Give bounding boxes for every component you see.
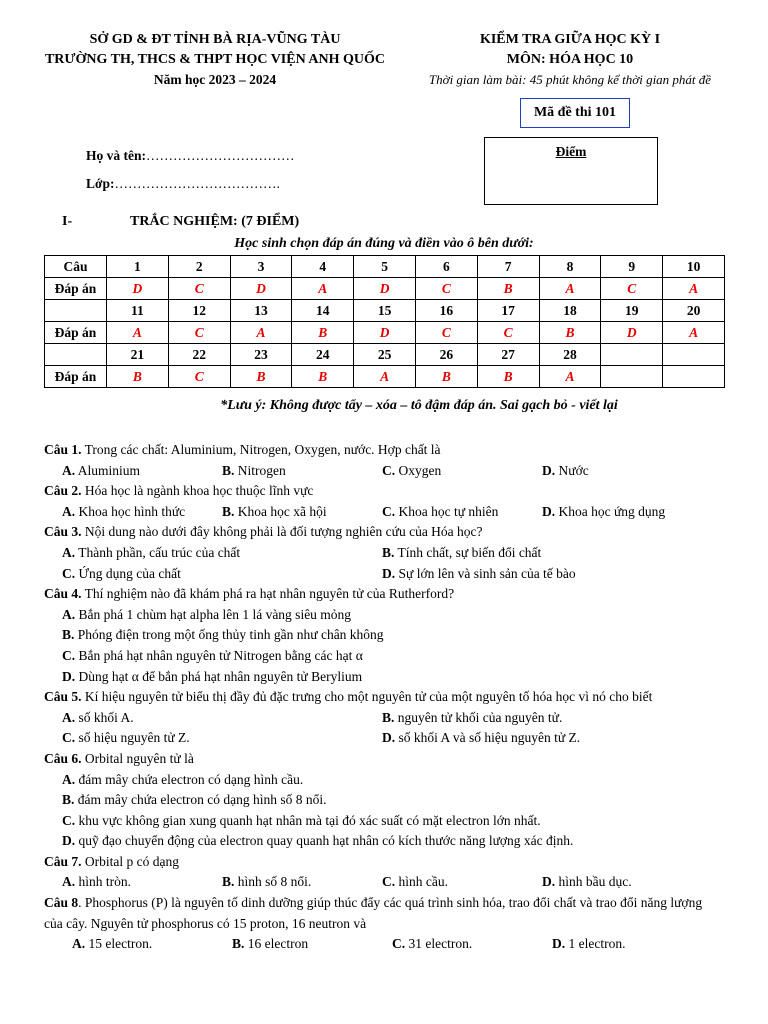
option-text: Ứng dụng của chất bbox=[75, 565, 181, 581]
option-letter: A. bbox=[62, 771, 76, 787]
option-text: đám mây chứa electron có dạng hình cầu. bbox=[75, 771, 304, 787]
student-class-label: Lớp: bbox=[86, 176, 115, 191]
answer-table bbox=[44, 255, 725, 388]
option-c[interactable] bbox=[62, 564, 382, 585]
question-stem bbox=[44, 584, 724, 605]
student-name-label: Họ và tên: bbox=[86, 148, 146, 163]
option-row bbox=[44, 646, 724, 667]
exam-subject: MÔN: HÓA HỌC 10 bbox=[506, 52, 634, 67]
option-a[interactable] bbox=[62, 772, 303, 787]
option-b[interactable] bbox=[222, 502, 382, 523]
question-number-cell: 25 bbox=[354, 344, 416, 366]
question-number-cell: 19 bbox=[601, 300, 663, 322]
question-label: Câu 5. bbox=[44, 689, 82, 705]
question-number-cell: 16 bbox=[415, 300, 477, 322]
table-row-answers bbox=[45, 278, 725, 300]
option-d[interactable] bbox=[62, 833, 573, 848]
question-label: Câu 2. bbox=[44, 483, 82, 499]
option-b[interactable] bbox=[62, 792, 327, 807]
option-letter: D. bbox=[542, 503, 556, 519]
question-label: Câu 4. bbox=[44, 586, 82, 602]
option-d[interactable] bbox=[542, 872, 702, 893]
option-text: Thành phần, cấu trúc của chất bbox=[75, 544, 241, 560]
option-c[interactable] bbox=[392, 934, 552, 955]
option-c[interactable] bbox=[382, 872, 542, 893]
question-number-cell: 12 bbox=[168, 300, 230, 322]
answer-cell[interactable]: B bbox=[107, 366, 169, 388]
section-heading: TRẮC NGHIỆM: (7 ĐIỂM) bbox=[130, 214, 300, 229]
option-c[interactable] bbox=[382, 502, 542, 523]
option-row bbox=[44, 708, 724, 729]
answer-cell[interactable]: C bbox=[477, 322, 539, 344]
option-d[interactable] bbox=[62, 669, 362, 684]
option-text: 31 electron. bbox=[405, 936, 473, 952]
option-letter: A. bbox=[62, 874, 76, 890]
question-label: Câu 6. bbox=[44, 750, 82, 766]
option-letter: B. bbox=[222, 874, 235, 890]
option-a[interactable] bbox=[72, 934, 232, 955]
table-row-label: Câu bbox=[45, 256, 107, 278]
option-row bbox=[44, 625, 724, 646]
option-text: Khoa học ứng dụng bbox=[555, 503, 666, 519]
answer-cell[interactable]: A bbox=[663, 322, 725, 344]
option-text: Khoa học xã hội bbox=[234, 503, 327, 519]
option-text: Phóng điện trong một ống thủy tinh gần như chân không bbox=[74, 627, 384, 643]
option-letter: A. bbox=[72, 936, 86, 952]
option-text: Nitrogen bbox=[234, 462, 286, 478]
question-number-cell: 4 bbox=[292, 256, 354, 278]
option-letter: C. bbox=[62, 647, 76, 663]
option-text: Oxygen bbox=[395, 462, 442, 478]
option-letter: D. bbox=[62, 833, 76, 849]
answer-cell[interactable]: B bbox=[230, 366, 292, 388]
option-row bbox=[44, 790, 724, 811]
question-number-cell: 3 bbox=[230, 256, 292, 278]
option-text: quỹ đạo chuyển động của electron quay quanh hạt nhân có kích thước năng lượng xác định. bbox=[75, 833, 574, 849]
option-text: khu vực không gian xung quanh hạt nhân mà tại đó xác suất có mặt electron lớn nhất. bbox=[75, 812, 541, 828]
option-letter: C. bbox=[392, 936, 406, 952]
option-letter: B. bbox=[222, 462, 235, 478]
answer-cell[interactable] bbox=[663, 366, 725, 388]
question-text: Hóa học là ngành khoa học thuộc lĩnh vực bbox=[81, 483, 314, 499]
option-c[interactable] bbox=[62, 813, 541, 828]
option-text: hình số 8 nổi. bbox=[234, 874, 312, 890]
option-text: Aluminium bbox=[75, 462, 141, 478]
question-stem bbox=[44, 522, 724, 543]
option-row bbox=[44, 811, 724, 832]
option-letter: A. bbox=[62, 544, 76, 560]
answer-cell[interactable]: C bbox=[168, 322, 230, 344]
answer-cell[interactable]: D bbox=[354, 322, 416, 344]
option-text: 1 electron. bbox=[565, 936, 626, 952]
answer-cell[interactable]: D bbox=[601, 322, 663, 344]
option-d[interactable] bbox=[552, 934, 712, 955]
note: *Lưu ý: Không được tẩy – xóa – tô đậm đáp án. Sai gạch bỏ - viết lại bbox=[220, 398, 618, 413]
option-c[interactable] bbox=[62, 648, 363, 663]
option-c[interactable] bbox=[62, 728, 382, 749]
option-letter: B. bbox=[222, 503, 235, 519]
option-d[interactable] bbox=[542, 461, 702, 482]
question-number-cell: 23 bbox=[230, 344, 292, 366]
option-letter: A. bbox=[62, 606, 76, 622]
question-text: Trong các chất: Aluminium, Nitrogen, Oxygen, nước. Hợp chất là bbox=[81, 442, 441, 457]
answer-cell[interactable]: A bbox=[539, 366, 601, 388]
school-header bbox=[20, 30, 410, 90]
question-number-cell: 1 bbox=[107, 256, 169, 278]
table-row-numbers bbox=[45, 344, 725, 366]
option-text: Nước bbox=[555, 462, 589, 478]
option-d[interactable] bbox=[382, 728, 702, 749]
option-text: số khối A. bbox=[75, 709, 134, 725]
option-c[interactable] bbox=[382, 461, 542, 482]
option-row bbox=[44, 543, 724, 564]
answer-cell[interactable]: A bbox=[107, 322, 169, 344]
answer-cell[interactable]: B bbox=[477, 278, 539, 300]
option-letter: B. bbox=[232, 936, 245, 952]
option-text: Khoa học tự nhiên bbox=[395, 503, 499, 519]
option-letter: B. bbox=[382, 709, 395, 725]
exam-header bbox=[400, 30, 740, 90]
question-number-cell: 22 bbox=[168, 344, 230, 366]
school-name: TRƯỜNG TH, THCS & THPT HỌC VIỆN ANH QUỐC bbox=[44, 52, 386, 67]
option-row bbox=[44, 502, 724, 523]
answer-cell[interactable]: C bbox=[415, 278, 477, 300]
option-letter: D. bbox=[62, 668, 76, 684]
option-a[interactable] bbox=[62, 607, 351, 622]
answer-row-label: Đáp án bbox=[45, 366, 107, 388]
question-number-cell: 27 bbox=[477, 344, 539, 366]
option-a[interactable] bbox=[62, 872, 222, 893]
score-box bbox=[484, 137, 658, 205]
question-number-cell: 21 bbox=[107, 344, 169, 366]
question-stem bbox=[44, 749, 724, 770]
option-row bbox=[44, 831, 724, 852]
option-d[interactable] bbox=[382, 564, 702, 585]
option-text: số khối A và số hiệu nguyên tử Z. bbox=[395, 730, 581, 746]
option-letter: D. bbox=[542, 462, 556, 478]
instruction: Học sinh chọn đáp án đúng và điền vào ô bên dưới: bbox=[234, 236, 534, 251]
option-letter: A. bbox=[62, 709, 76, 725]
answer-cell[interactable]: B bbox=[292, 366, 354, 388]
question-number-cell bbox=[663, 344, 725, 366]
option-row bbox=[44, 934, 724, 955]
option-b[interactable] bbox=[222, 461, 382, 482]
option-text: 15 electron. bbox=[85, 936, 153, 952]
option-letter: C. bbox=[382, 503, 396, 519]
answer-cell[interactable]: B bbox=[477, 366, 539, 388]
option-row bbox=[44, 605, 724, 626]
option-text: hình bầu dục. bbox=[555, 874, 632, 890]
option-b[interactable] bbox=[222, 872, 382, 893]
answer-cell[interactable]: D bbox=[354, 278, 416, 300]
option-row bbox=[44, 461, 724, 482]
question-stem bbox=[44, 481, 724, 502]
question-text: Thí nghiệm nào đã khám phá ra hạt nhân nguyên tử của Rutherford? bbox=[81, 586, 455, 602]
answer-cell[interactable] bbox=[601, 366, 663, 388]
question-number-cell: 10 bbox=[663, 256, 725, 278]
table-row-label bbox=[45, 344, 107, 366]
option-row bbox=[44, 667, 724, 688]
option-a[interactable] bbox=[62, 502, 222, 523]
option-row bbox=[44, 872, 724, 893]
question-label: Câu 8 bbox=[44, 895, 79, 911]
question-number-cell: 14 bbox=[292, 300, 354, 322]
option-row bbox=[44, 770, 724, 791]
option-letter: C. bbox=[382, 874, 396, 890]
option-letter: C. bbox=[62, 730, 76, 746]
question-number-cell: 5 bbox=[354, 256, 416, 278]
question-number-cell: 20 bbox=[663, 300, 725, 322]
option-b[interactable] bbox=[382, 543, 702, 564]
question-text: Kí hiệu nguyên tử biểu thị đầy đủ đặc trưng cho một nguyên tử của một nguyên tố hóa học vì nó cho biết bbox=[81, 689, 653, 705]
option-text: Bắn phá hạt nhân nguyên tử Nitrogen bằng các hạt α bbox=[75, 647, 363, 663]
section-title bbox=[62, 214, 299, 230]
question-number-cell bbox=[601, 344, 663, 366]
option-letter: C. bbox=[62, 812, 76, 828]
answer-cell[interactable]: A bbox=[354, 366, 416, 388]
exam-code: Mã đề thi 101 bbox=[533, 105, 617, 120]
answer-cell[interactable]: D bbox=[230, 278, 292, 300]
option-b[interactable] bbox=[382, 708, 702, 729]
question-number-cell: 11 bbox=[107, 300, 169, 322]
student-name-line bbox=[86, 142, 295, 170]
table-row-label bbox=[45, 300, 107, 322]
option-text: Dùng hạt α để bắn phá hạt nhân nguyên tử Berylium bbox=[75, 668, 363, 684]
option-text: Tính chất, sự biến đổi chất bbox=[394, 544, 542, 560]
question-number-cell: 9 bbox=[601, 256, 663, 278]
question-text: Nội dung nào dưới đây không phải là đối tượng nghiên cứu của Hóa học? bbox=[81, 524, 483, 540]
question-stem bbox=[44, 687, 724, 708]
question-text: Orbital p có dạng bbox=[81, 853, 179, 869]
student-class-dots: ………………………………. bbox=[114, 176, 280, 191]
option-row bbox=[44, 728, 724, 749]
question-number-cell: 13 bbox=[230, 300, 292, 322]
question-number-cell: 6 bbox=[415, 256, 477, 278]
option-row bbox=[44, 564, 724, 585]
question-stem bbox=[44, 852, 724, 873]
option-a[interactable] bbox=[62, 543, 382, 564]
option-text: Sự lớn lên và sinh sản của tế bào bbox=[395, 565, 576, 581]
school-year: Năm học 2023 – 2024 bbox=[153, 72, 277, 87]
answer-cell[interactable]: A bbox=[663, 278, 725, 300]
question-text: . Phosphorus (P) là nguyên tố dinh dưỡng giúp thúc đẩy các quá trình sinh hóa, trao đổi chất và trao đổi năng lượng của cây. Nguyên tử phosphorus có 15 proton, 16 neutron và bbox=[44, 895, 703, 931]
question-stem bbox=[44, 893, 724, 934]
option-b[interactable] bbox=[62, 627, 384, 642]
option-text: 16 electron bbox=[244, 936, 309, 952]
table-row-numbers bbox=[45, 300, 725, 322]
question-label: Câu 7. bbox=[44, 853, 82, 869]
question-number-cell: 8 bbox=[539, 256, 601, 278]
department-name: SỞ GD & ĐT TỈNH BÀ RỊA-VŨNG TÀU bbox=[89, 32, 341, 47]
option-text: Khoa học hình thức bbox=[75, 503, 186, 519]
answer-cell[interactable]: B bbox=[415, 366, 477, 388]
option-letter: C. bbox=[62, 565, 76, 581]
section-number: I- bbox=[62, 214, 73, 229]
option-letter: A. bbox=[62, 503, 76, 519]
question-number-cell: 7 bbox=[477, 256, 539, 278]
answer-cell[interactable]: B bbox=[292, 322, 354, 344]
option-letter: B. bbox=[62, 627, 75, 643]
option-letter: D. bbox=[552, 936, 566, 952]
answer-cell[interactable]: A bbox=[230, 322, 292, 344]
option-a[interactable] bbox=[62, 708, 382, 729]
answer-cell[interactable]: C bbox=[601, 278, 663, 300]
answer-cell[interactable]: C bbox=[415, 322, 477, 344]
answer-cell[interactable]: C bbox=[168, 366, 230, 388]
option-letter: D. bbox=[542, 874, 556, 890]
option-text: hình tròn. bbox=[75, 874, 131, 890]
exam-title: KIỂM TRA GIỮA HỌC KỲ I bbox=[479, 32, 661, 47]
option-text: đám mây chứa electron có dạng hình số 8 nổi. bbox=[74, 792, 327, 808]
question-stem bbox=[44, 440, 724, 461]
student-name-dots: …………………………… bbox=[146, 148, 295, 163]
answer-cell[interactable]: C bbox=[168, 278, 230, 300]
question-number-cell: 26 bbox=[415, 344, 477, 366]
answer-cell[interactable]: A bbox=[539, 278, 601, 300]
table-row-answers bbox=[45, 366, 725, 388]
student-class-line bbox=[86, 170, 295, 198]
answer-cell[interactable]: B bbox=[539, 322, 601, 344]
answer-cell[interactable]: D bbox=[107, 278, 169, 300]
question-number-cell: 24 bbox=[292, 344, 354, 366]
option-text: Bắn phá 1 chùm hạt alpha lên 1 lá vàng siêu mỏng bbox=[75, 606, 352, 622]
answer-cell[interactable]: A bbox=[292, 278, 354, 300]
option-a[interactable] bbox=[62, 461, 222, 482]
option-letter: B. bbox=[62, 792, 75, 808]
question-number-cell: 2 bbox=[168, 256, 230, 278]
table-row-answers bbox=[45, 322, 725, 344]
student-info bbox=[86, 142, 295, 198]
question-list bbox=[44, 440, 724, 955]
option-letter: A. bbox=[62, 462, 76, 478]
option-d[interactable] bbox=[542, 502, 702, 523]
option-text: nguyên tử khối của nguyên tử. bbox=[394, 709, 563, 725]
option-text: số hiệu nguyên tử Z. bbox=[75, 730, 190, 746]
answer-row-label: Đáp án bbox=[45, 278, 107, 300]
option-letter: C. bbox=[382, 462, 396, 478]
question-label: Câu 1. bbox=[44, 442, 82, 457]
question-label: Câu 3. bbox=[44, 524, 82, 540]
question-number-cell: 28 bbox=[539, 344, 601, 366]
exam-code-box bbox=[520, 98, 630, 128]
table-row-numbers bbox=[45, 256, 725, 278]
option-letter: B. bbox=[382, 544, 395, 560]
question-text: Orbital nguyên tử là bbox=[81, 750, 194, 766]
option-letter: D. bbox=[382, 730, 396, 746]
question-number-cell: 15 bbox=[354, 300, 416, 322]
score-label: Điểm bbox=[555, 144, 587, 159]
option-letter: D. bbox=[382, 565, 396, 581]
question-number-cell: 18 bbox=[539, 300, 601, 322]
exam-duration: Thời gian làm bài: 45 phút không kể thời gian phát đề bbox=[428, 72, 712, 87]
option-b[interactable] bbox=[232, 934, 392, 955]
question-number-cell: 17 bbox=[477, 300, 539, 322]
answer-row-label: Đáp án bbox=[45, 322, 107, 344]
option-text: hình cầu. bbox=[395, 874, 448, 890]
